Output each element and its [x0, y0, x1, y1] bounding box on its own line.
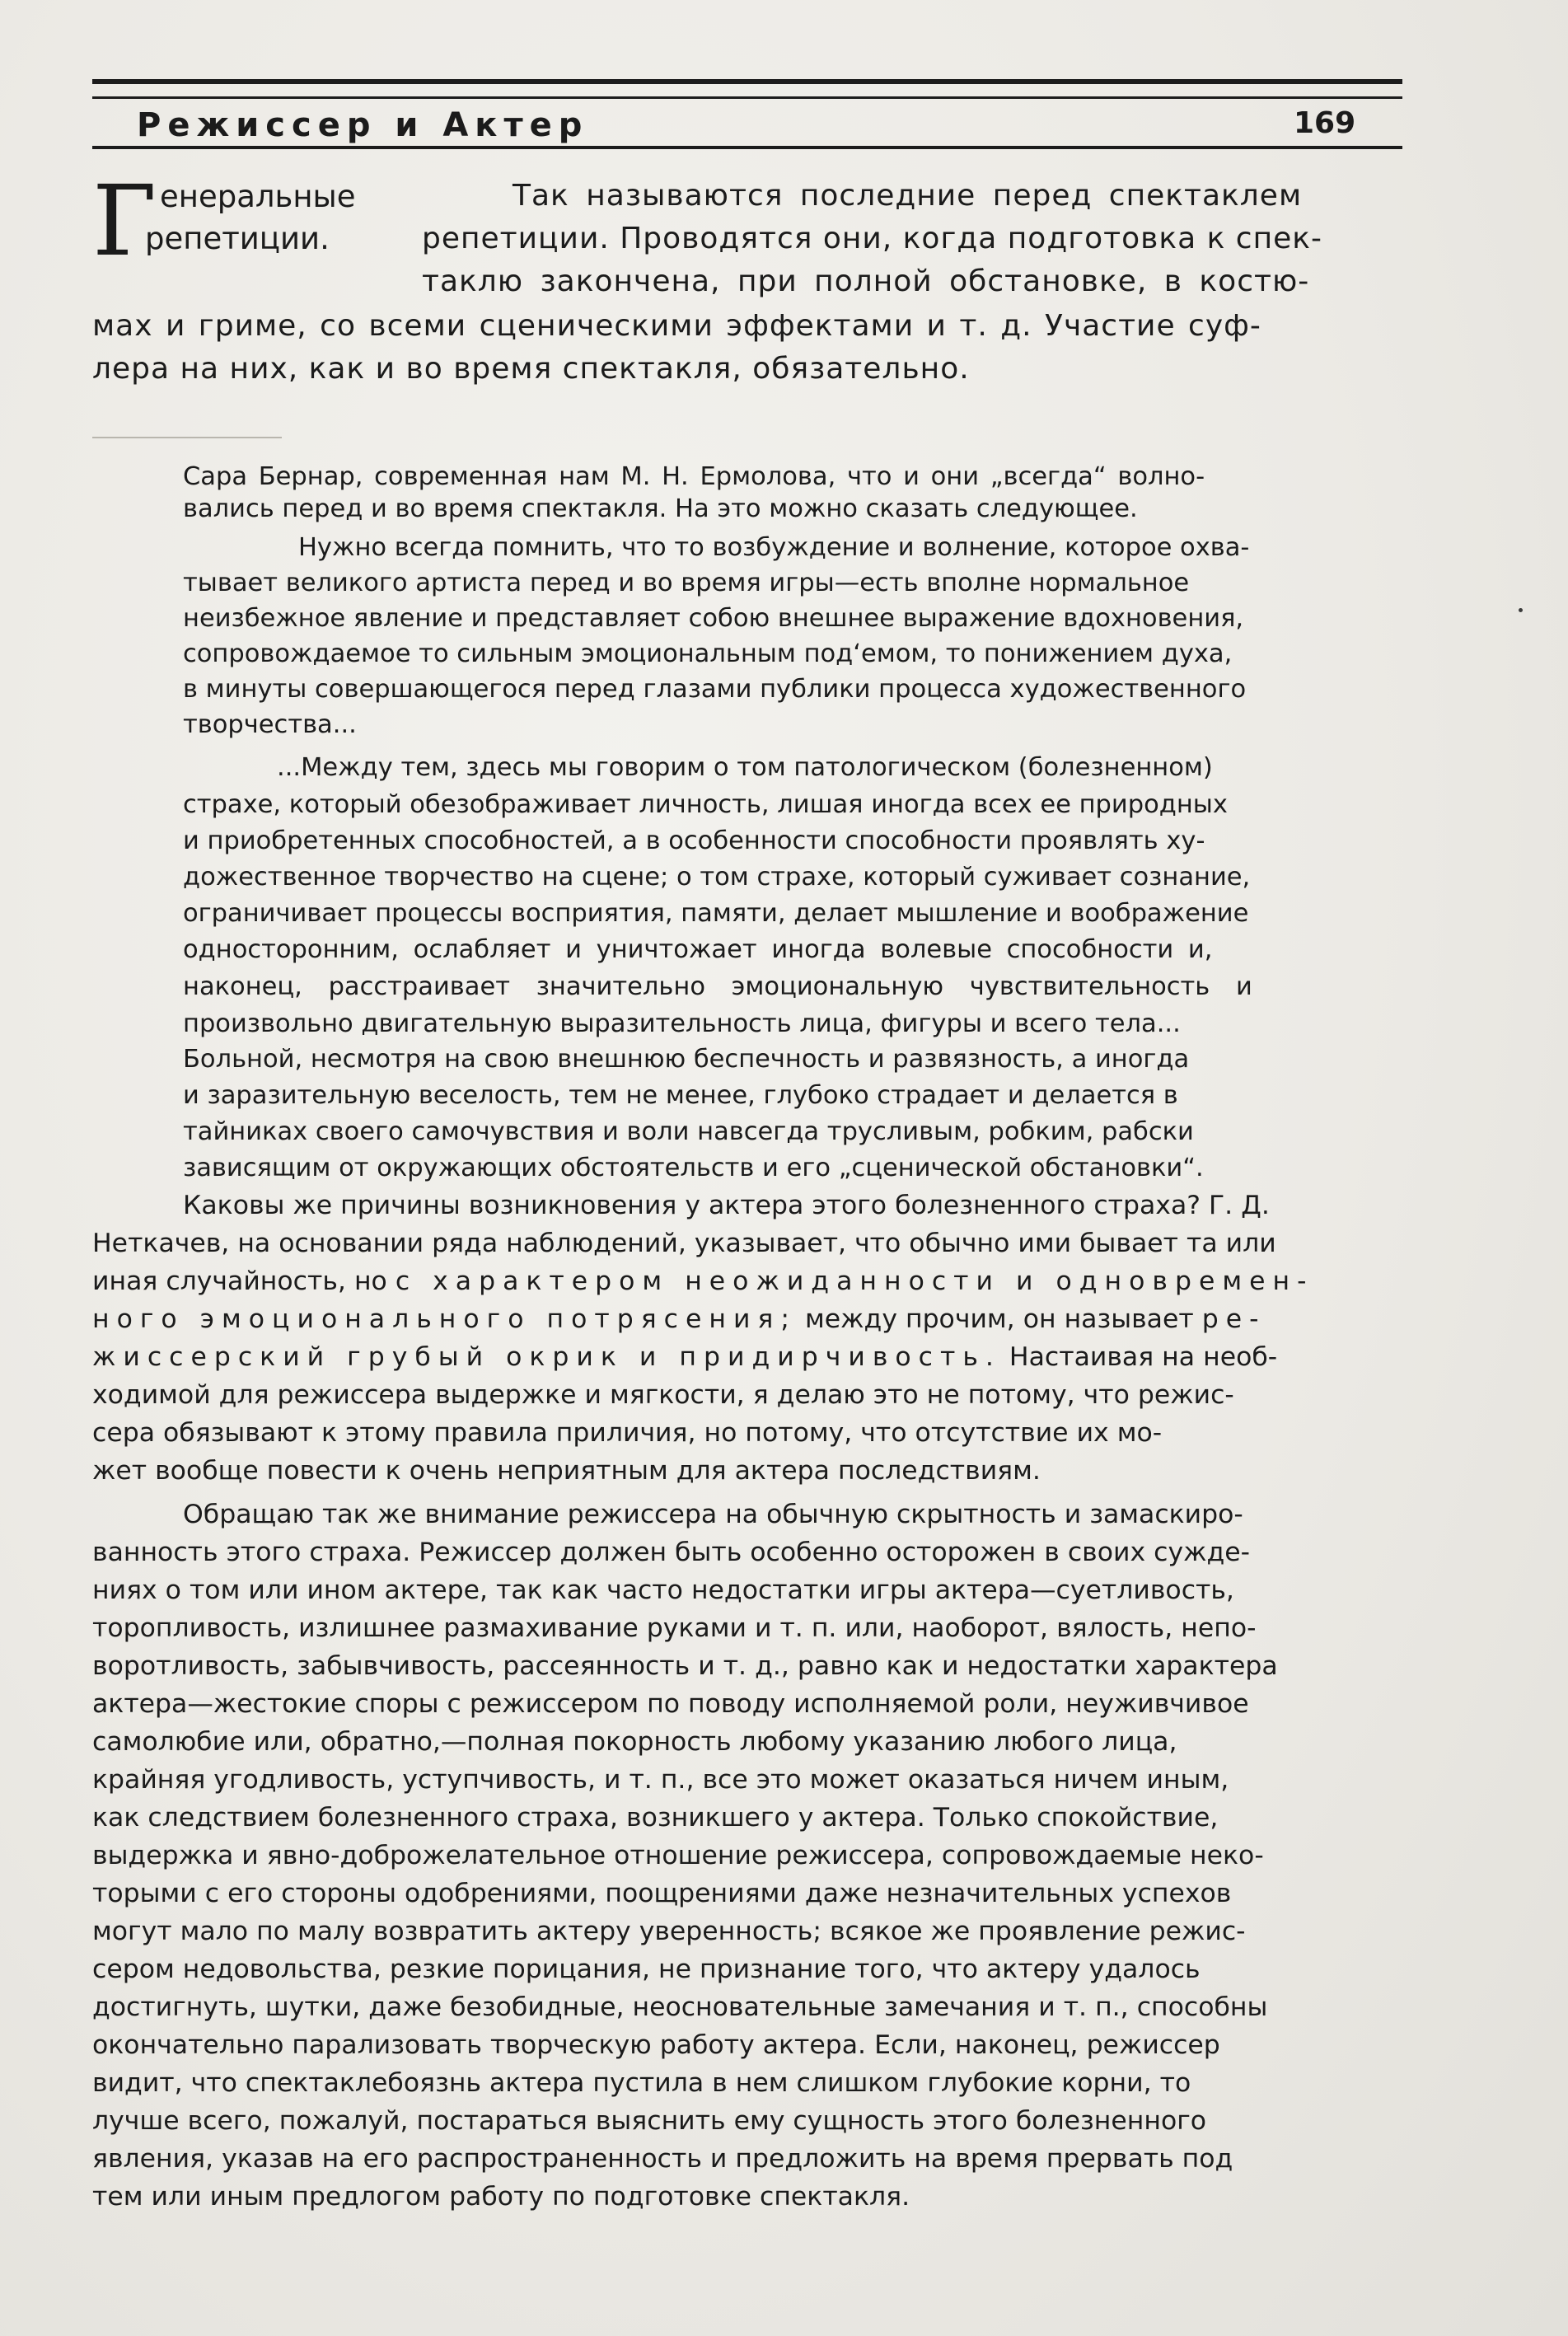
intro-line: репетиции. Проводятся они, когда подготовка к спек-	[422, 222, 1323, 255]
header-rule-bottom	[92, 146, 1402, 149]
body-line: жет вообще повести к очень неприятным для актера последствиям.	[92, 1456, 1041, 1486]
body-line: окончательно парализовать творческую работу актера. Если, наконец, режиссер	[92, 2030, 1220, 2060]
drop-cap: Г	[92, 164, 157, 278]
body-text: Настаивая на необ-	[1000, 1342, 1278, 1372]
body-line: Каковы же причины возникновения у актера этого болезненного страха? Г. Д.	[183, 1191, 1270, 1220]
header-rule-thin	[92, 96, 1402, 99]
spaced-emphasis: жиссерский грубый окрик и придирчивость.	[92, 1342, 1001, 1372]
body-line: Обращаю так же внимание режиссера на обычную скрытность и замаскиро-	[183, 1500, 1243, 1529]
intro-line: Так называются последние перед спектаклем	[513, 179, 1303, 213]
body-line	[92, 1262, 1313, 1300]
quote-line: дожественное творчество на сцене; о том страхе, который суживает сознание,	[183, 863, 1251, 892]
quote-line: Больной, несмотря на свою внешнюю беспечность и развязность, а иногда	[183, 1045, 1190, 1074]
body-line: сером недовольства, резкие порицания, не признание того, что актеру удалось	[92, 1954, 1201, 1984]
quote-line: вались перед и во время спектакля. На это можно сказать следующее.	[183, 494, 1138, 523]
quote-line: зависящим от окружающих обстоятельств и его „сценической обстановки“.	[183, 1154, 1204, 1182]
intro-line: лера на них, как и во время спектакля, обязательно.	[92, 352, 970, 386]
section-divider	[92, 437, 282, 438]
scan-speck	[1519, 608, 1523, 612]
body-line: актера—жестокие споры с режиссером по поводу исполняемой роли, неуживчивое	[92, 1689, 1249, 1719]
quote-line: творчества...	[183, 710, 357, 739]
quote-line: наконец, расстраивает значительно эмоциональную чувствительность и	[183, 972, 1252, 1001]
body-line: самолюбие или, обратно,—полная покорность любому указанию любого лица,	[92, 1727, 1177, 1757]
quote-line: и заразительную веселость, тем не менее, глубоко страдает и делается в	[183, 1081, 1178, 1110]
body-line: ванность этого страха. Режиссер должен быть особенно осторожен в своих сужде-	[92, 1538, 1250, 1567]
header-rule-top	[92, 79, 1402, 84]
quote-line: тайниках своего самочувствия и воли навсегда трусливым, робким, рабски	[183, 1117, 1194, 1146]
body-line	[92, 1300, 1266, 1338]
body-text: между прочим, он называет	[797, 1304, 1202, 1334]
body-line: крайняя угодливость, уступчивость, и т. п., все это может оказаться ничем иным,	[92, 1765, 1229, 1795]
page-number: 169	[1294, 106, 1356, 140]
quote-line: и приобретенных способностей, а в особенности способности проявлять ху-	[183, 826, 1205, 855]
body-line: выдержка и явно-доброжелательное отношение режиссера, сопровождаемые неко-	[92, 1841, 1264, 1870]
spaced-emphasis: ного эмоционального потрясения;	[92, 1304, 797, 1334]
quote-line: сопровождаемое то сильным эмоциональным под‘емом, то понижением духа,	[183, 639, 1233, 668]
section-heading-line-1: енеральные	[160, 179, 356, 214]
body-line	[92, 1338, 1277, 1376]
quote-line: тывает великого артиста перед и во время игры—есть вполне нормальное	[183, 569, 1190, 597]
body-line: ходимой для режиссера выдержке и мягкости, я делаю это не потому, что режис-	[92, 1380, 1234, 1410]
quote-line: неизбежное явление и представляет собою внешнее выражение вдохновения,	[183, 604, 1244, 633]
section-heading-line-2: репетиции.	[145, 221, 330, 256]
intro-line: мах и гриме, со всеми сценическими эффектами и т. д. Участие суф-	[92, 309, 1261, 343]
body-line: сера обязывают к этому правила приличия, но потому, что отсутствие их мо-	[92, 1418, 1163, 1448]
body-line: достигнуть, шутки, даже безобидные, неосновательные замечания и т. п., способны	[92, 1992, 1268, 2022]
quote-line: произвольно двигательную выразительность лица, фигуры и всего тела...	[183, 1009, 1181, 1038]
body-line: могут мало по малу возвратить актеру уверенность; всякое же проявление режис-	[92, 1917, 1246, 1946]
quote-line: Нужно всегда помнить, что то возбуждение и волнение, которое охва-	[298, 533, 1250, 562]
running-title: Режиссер и Актер	[137, 106, 589, 144]
body-line: Неткачев, на основании ряда наблюдений, указывает, что обычно ими бывает та или	[92, 1229, 1276, 1258]
intro-line: таклю закончена, при полной обстановке, в костю-	[422, 264, 1310, 298]
quote-line: ...Между тем, здесь мы говорим о том патологическом (болезненном)	[277, 753, 1213, 782]
body-line: как следствием болезненного страха, возникшего у актера. Только спокойствие,	[92, 1803, 1219, 1833]
quote-line: Сара Бернар, современная нам М. Н. Ермолова, что и они „всегда“ волно-	[183, 462, 1205, 491]
spaced-emphasis: с характером неожиданности и одновремен-	[395, 1266, 1314, 1296]
spaced-emphasis: ре-	[1201, 1304, 1266, 1334]
body-line: лучше всего, пожалуй, постараться выяснить ему сущность этого болезненного	[92, 2106, 1207, 2136]
body-line: торопливость, излишнее размахивание руками и т. п. или, наоборот, вялость, непо-	[92, 1613, 1257, 1643]
body-line: воротливость, забывчивость, рассеянность и т. д., равно как и недостатки характера	[92, 1651, 1278, 1681]
quote-line: в минуты совершающегося перед глазами публики процесса художественного	[183, 675, 1247, 704]
quote-line: страхе, который обезображивает личность, лишая иногда всех ее природных	[183, 790, 1228, 819]
body-line: тем или иным предлогом работу по подготовке спектакля.	[92, 2182, 910, 2212]
body-line: торыми с его стороны одобрениями, поощрениями даже незначительных успехов	[92, 1879, 1232, 1908]
quote-line: ограничивает процессы восприятия, памяти, делает мышление и воображение	[183, 899, 1249, 928]
body-line: явления, указав на его распространенность и предложить на время прервать под	[92, 2144, 1233, 2174]
body-text: иная случайность, но	[92, 1266, 396, 1296]
body-line: ниях о том или ином актере, так как часто недостатки игры актера—суетливость,	[92, 1575, 1234, 1605]
quote-line: односторонним, ослабляет и уничтожает иногда волевые способности и,	[183, 935, 1213, 964]
body-line: видит, что спектаклебоязнь актера пустила в нем слишком глубокие корни, то	[92, 2068, 1191, 2098]
